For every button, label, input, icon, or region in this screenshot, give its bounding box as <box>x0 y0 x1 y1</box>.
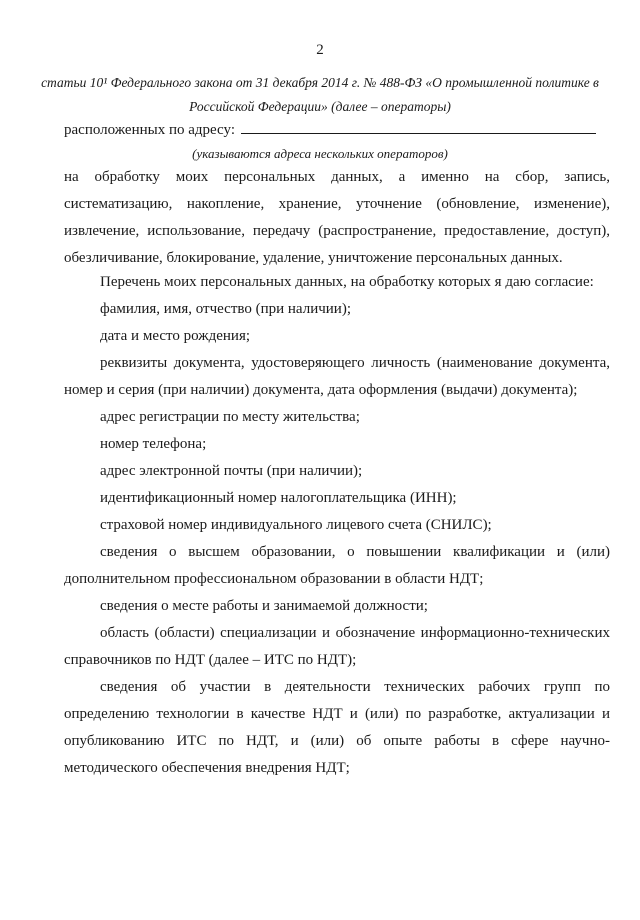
page-number: 2 <box>316 42 324 58</box>
consent-paragraph: на обработку моих персональных данных, а именно на сбор, запись, систематизацию, накопление, хранение, уточнение (обновление, изменение), извлечение, использование, передачу (распространение, предоставление, доступ), обезличивание, блокирование, удаление, уничтожение персональных данных. <box>64 169 610 266</box>
list-item: сведения о высшем образовании, о повышении квалификации и (или) дополнительном профессиональном образовании в области НДТ; <box>64 544 610 587</box>
address-hint: (указываются адреса нескольких операторов) <box>192 146 448 161</box>
list-item: номер телефона; <box>100 436 207 452</box>
list-item: реквизиты документа, удостоверяющего личность (наименование документа, номер и серия (при наличии) документа, дата оформления (выдачи) документа); <box>64 355 610 398</box>
operators-definition-line: Российской Федерации» (далее – операторы) <box>189 99 451 114</box>
address-row <box>64 121 604 139</box>
personal-data-list <box>64 269 610 782</box>
list-item: дата и место рождения; <box>100 328 251 344</box>
list-item: страховой номер индивидуального лицевого счета (СНИЛС); <box>100 517 492 533</box>
list-intro: Перечень моих персональных данных, на обработку которых я даю согласие: <box>100 274 594 290</box>
law-reference-line: статьи 10¹ Федерального закона от 31 декабря 2014 г. № 488-ФЗ «О промышленной политике в <box>41 75 599 90</box>
list-item: адрес регистрации по месту жительства; <box>100 409 360 425</box>
list-item: идентификационный номер налогоплательщика (ИНН); <box>100 490 457 506</box>
list-item: сведения об участии в деятельности технических рабочих групп по определению технологии в качестве НДТ и (или) по разработке, актуализации и опубликованию ИТС по НДТ, и (или) об опыте работы в сфере научно-методического обеспечения внедрения НДТ; <box>64 679 610 776</box>
address-blank-field <box>241 121 596 134</box>
list-item: адрес электронной почты (при наличии); <box>100 463 363 479</box>
consent-paragraph-block <box>64 164 610 272</box>
list-item: сведения о месте работы и занимаемой должности; <box>100 598 428 614</box>
address-label: расположенных по адресу: <box>64 122 235 138</box>
list-item: область (области) специализации и обозначение информационно-технических справочников по НДТ (далее – ИТС по НДТ); <box>64 625 610 668</box>
list-item: фамилия, имя, отчество (при наличии); <box>100 301 351 317</box>
